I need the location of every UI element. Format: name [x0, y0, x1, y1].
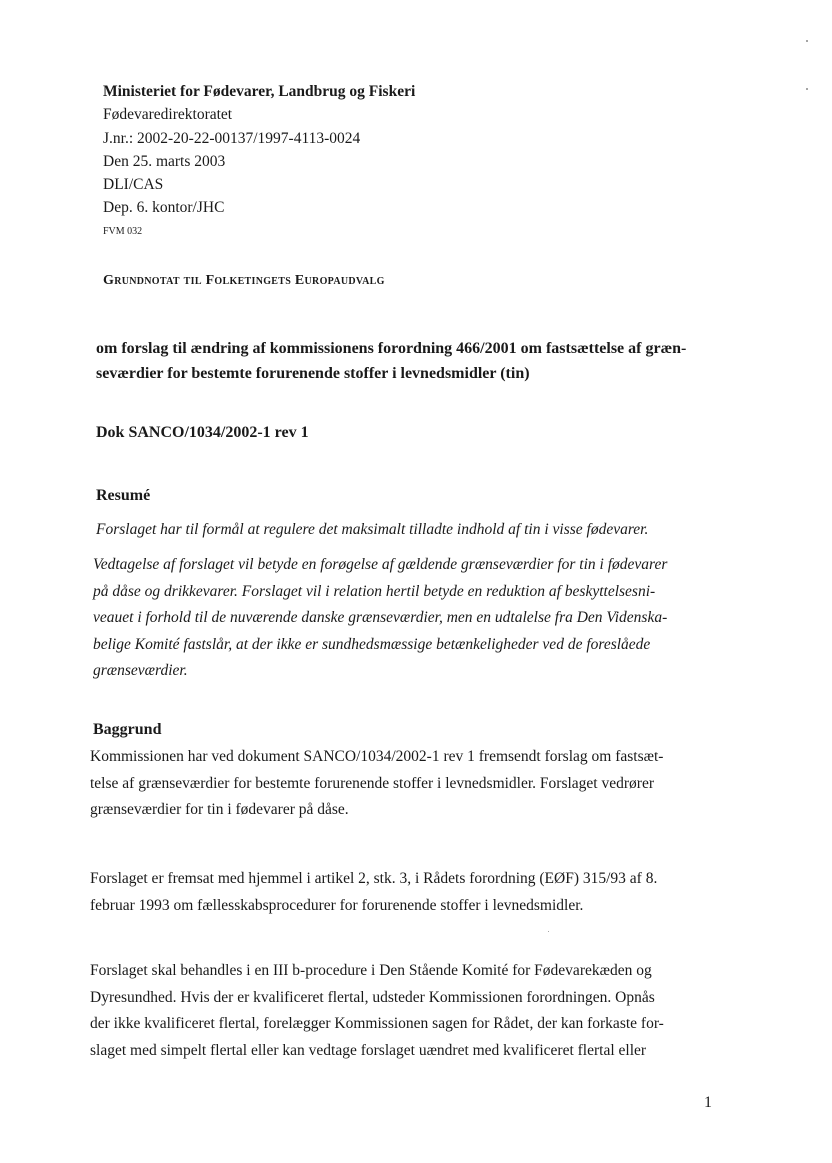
- text-line: Kommissionen har ved dokument SANCO/1034/2002-1 rev 1 fremsendt forslag om fastsæt-: [90, 748, 664, 765]
- page-number: 1: [704, 1094, 712, 1111]
- text-line: der ikke kvalificeret flertal, forelægger Kommissionen sagen for Rådet, der kan forkaste for-: [90, 1015, 664, 1032]
- baggrund-paragraph: [90, 744, 720, 824]
- resume-heading: Resumé: [96, 487, 151, 504]
- directorate: Fødevaredirektoratet: [103, 106, 233, 124]
- ministry-name: Ministeriet for Fødevarer, Landbrug og Fiskeri: [103, 83, 416, 100]
- text-line: Forslaget er fremsat med hjemmel i artikel 2, stk. 3, i Rådets forordning (EØF) 315/93 af 8.: [90, 870, 658, 887]
- text-line: slaget med simpelt flertal eller kan vedtage forslaget uændret med kvalificeret flertal eller: [90, 1041, 647, 1059]
- baggrund-paragraph: [90, 866, 720, 919]
- text-line: veauet i forhold til de nuværende danske grænseværdier, men en udtalelse fra Den Videnska-: [93, 609, 668, 626]
- baggrund-paragraph: [90, 958, 720, 1064]
- subject-heading: [96, 336, 726, 386]
- text-line: belige Komité fastslår, at der ikke er sundhedsmæssige betænkeligheder ved de foreslåede: [93, 635, 651, 653]
- dok-reference: Dok SANCO/1034/2002-1 rev 1: [96, 424, 309, 441]
- scan-speck: [806, 88, 808, 90]
- text-line: på dåse og drikkevarer. Forslaget vil i relation hertil betyde en reduktion af beskyttelsesni-: [93, 582, 656, 600]
- baggrund-heading: Baggrund: [93, 721, 162, 738]
- text-line: Dyresundhed. Hvis der er kvalificeret flertal, udsteder Kommissionen forordningen. Opnås: [90, 988, 655, 1006]
- document-code: FVM 032: [103, 225, 143, 237]
- text-line: Forslaget skal behandles i en III b-procedure i Den Stående Komité for Fødevarekæden og: [90, 962, 652, 979]
- author-initials: DLI/CAS: [103, 176, 164, 194]
- text-line: februar 1993 om fællesskabsprocedurer for forurenende stoffer i levnedsmidler.: [90, 896, 584, 914]
- text-line: grænseværdier for tin i fødevarer på dåse.: [90, 801, 349, 818]
- resume-paragraph: Forslaget har til formål at regulere det maksimalt tilladte indhold af tin i visse fødevarer.: [96, 521, 649, 538]
- department: Dep. 6. kontor/JHC: [103, 199, 225, 217]
- document-date: Den 25. marts 2003: [103, 152, 226, 170]
- subject-line: seværdier for bestemte forurenende stoffer i levnedsmidler (tin): [96, 365, 530, 382]
- journal-number: J.nr.: 2002-20-22-00137/1997-4113-0024: [103, 129, 361, 147]
- scan-speck: [548, 931, 549, 932]
- text-line: grænseværdier.: [93, 662, 188, 679]
- letterhead: [103, 80, 415, 242]
- resume-paragraph: [93, 552, 723, 685]
- subject-line: om forslag til ændring af kommissionens forordning 466/2001 om fastsættelse af græn-: [96, 340, 687, 357]
- document-type-title: Grundnotat til Folketingets Europaudvalg: [103, 273, 385, 288]
- text-line: telse af grænseværdier for bestemte forurenende stoffer i levnedsmidler. Forslaget vedrører: [90, 774, 654, 792]
- scan-speck: [806, 40, 808, 42]
- text-line: Vedtagelse af forslaget vil betyde en forøgelse af gældende grænseværdier for tin i fødevarer: [93, 556, 668, 573]
